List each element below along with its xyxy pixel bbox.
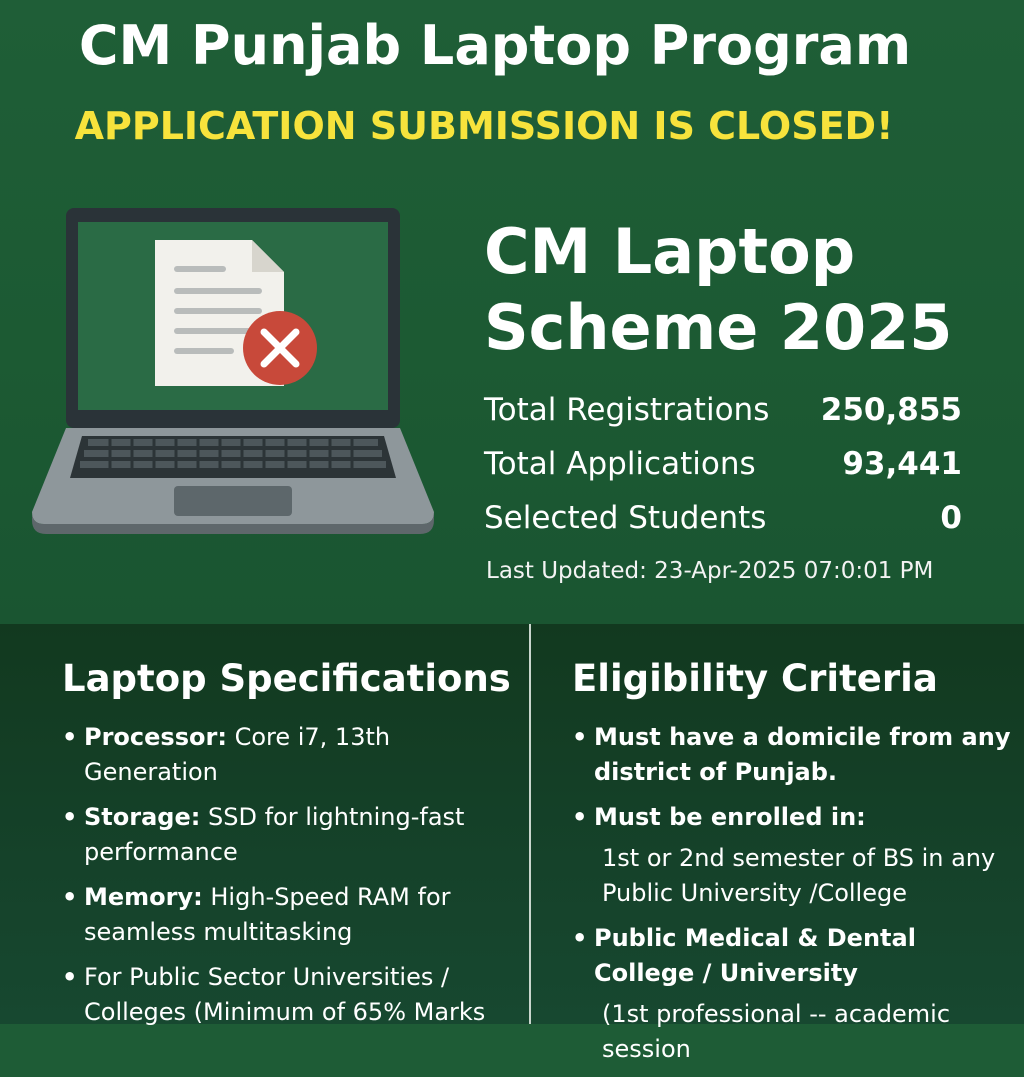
last-updated: Last Updated: 23-Apr-2025 07:0:01 PM xyxy=(486,558,934,584)
spec-text: Core i7, 13th Generation xyxy=(84,723,391,786)
spec-key: Processor: xyxy=(84,723,227,751)
eligibility-subtext: 1st or 2nd semester of BS in any Public University /College xyxy=(602,844,996,907)
stat-row xyxy=(484,440,962,494)
spec-text: For Public Sector Universities / Colleges (Minimum of 65% Marks xyxy=(84,963,486,1026)
spec-key: Memory: xyxy=(84,883,203,911)
list-item xyxy=(62,880,522,950)
stat-label: Total Registrations xyxy=(484,392,770,428)
scheme-title-line2: Scheme 2025 xyxy=(484,291,953,364)
scheme-title xyxy=(484,214,1004,366)
eligibility-panel xyxy=(572,656,1012,1077)
list-item xyxy=(62,800,522,870)
scheme-title-line1: CM Laptop xyxy=(484,215,856,288)
stats-list xyxy=(484,386,962,548)
list-item xyxy=(572,800,1012,911)
list-item xyxy=(62,720,522,790)
eligibility-text: Must have a domicile from any district of Punjab. xyxy=(594,723,1011,786)
page-title: CM Punjab Laptop Program xyxy=(78,14,912,77)
specifications-list xyxy=(62,720,522,1030)
stat-value: 0 xyxy=(940,500,962,536)
stat-label: Total Applications xyxy=(484,446,756,482)
eligibility-list xyxy=(572,720,1012,1067)
specifications-panel xyxy=(62,656,522,1040)
close-icon xyxy=(243,311,317,385)
spec-text: SSD for lightning-fast performance xyxy=(84,803,465,866)
list-item xyxy=(62,960,522,1030)
eligibility-subtext: (1st professional -- academic session xyxy=(602,1000,951,1063)
stat-value: 93,441 xyxy=(842,446,962,482)
section-divider xyxy=(529,624,531,1024)
stat-value: 250,855 xyxy=(820,392,962,428)
eligibility-text: Public Medical & Dental College / University xyxy=(594,924,916,987)
stat-label: Selected Students xyxy=(484,500,767,536)
laptop-icon xyxy=(30,206,438,540)
list-item xyxy=(572,921,1012,1067)
spec-text: High-Speed RAM for seamless multitasking xyxy=(84,883,451,946)
closed-banner: APPLICATION SUBMISSION IS CLOSED! xyxy=(74,104,894,148)
stat-row xyxy=(484,386,962,440)
list-item xyxy=(572,720,1012,790)
stat-row xyxy=(484,494,962,548)
eligibility-text: Must be enrolled in: xyxy=(594,803,866,831)
eligibility-heading: Eligibility Criteria xyxy=(572,657,938,700)
specifications-heading: Laptop Specifications xyxy=(62,657,511,700)
spec-key: Storage: xyxy=(84,803,201,831)
